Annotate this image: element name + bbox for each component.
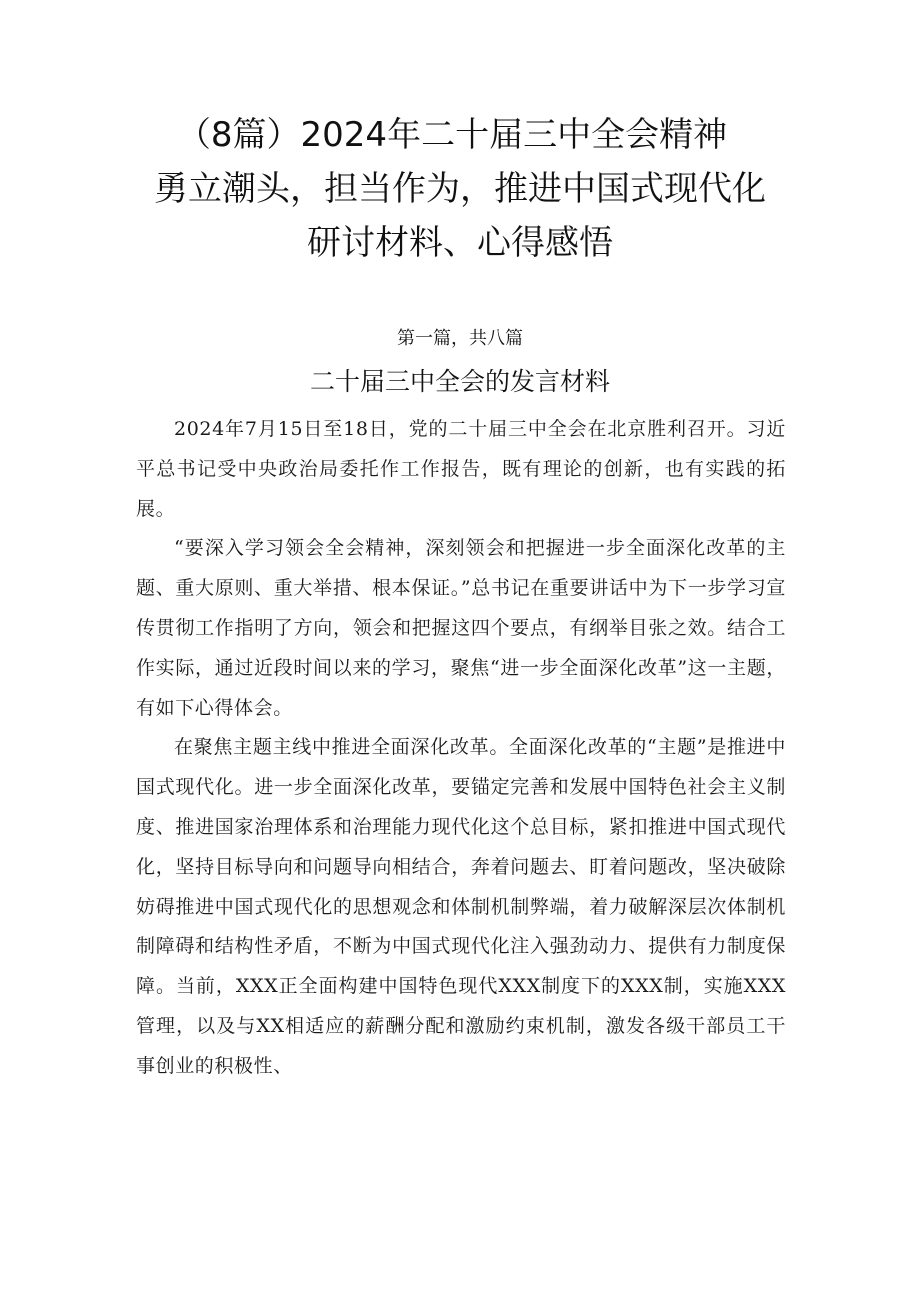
section-label: 第一篇，共八篇 [397, 328, 523, 349]
paragraph-3: 在聚焦主题主线中推进全面深化改革。全面深化改革的“主题”是推进中国式现代化。进一步全面深化改革，要锚定完善和发展中国特色社会主义制度、推进国家治理体系和治理能力现代化这个总目标，紧扣推进中国式现代化，坚持目标导向和问题导向相结合，奔着问题去、盯着问题改，坚决破除妨碍推进中国式现代化的思想观念和体制机制弊端，着力破解深层次体制机制障碍和结构性矛盾，不断为中国式现代化注入强劲动力、提供有力制度保障。当前，XXX正全面构建中国特色现代XXX制度下的XXX制，实施XXX管理，以及与XX相适应的薪酬分配和激励约束机制，激发各级干部员工干事创业的积极性、 [136, 736, 786, 1077]
title-line-2: 勇立潮头，担当作为，推进中国式现代化 [154, 169, 766, 209]
document-title [0, 108, 920, 270]
title-line-3: 研讨材料、心得感悟 [307, 223, 613, 263]
body-text [136, 410, 786, 1087]
section-heading: 二十届三中全会的发言材料 [309, 367, 610, 396]
paragraph-1: 2024年7月15日至18日，党的二十届三中全会在北京胜利召开。习近平总书记受中央政治局委托作工作报告，既有理论的创新，也有实践的拓展。 [136, 418, 786, 520]
title-line-1: （8篇）2024年二十届三中全会精神 [176, 115, 728, 155]
paragraph-2: “要深入学习领会全会精神，深刻领会和把握进一步全面深化改革的主题、重大原则、重大举措、根本保证。”总书记在重要讲话中为下一步学习宣传贯彻工作指明了方向，领会和把握这四个要点，有纲举目张之效。结合工作实际，通过近段时间以来的学习，聚焦“进一步全面深化改革”这一主题，有如下心得体会。 [136, 537, 786, 719]
